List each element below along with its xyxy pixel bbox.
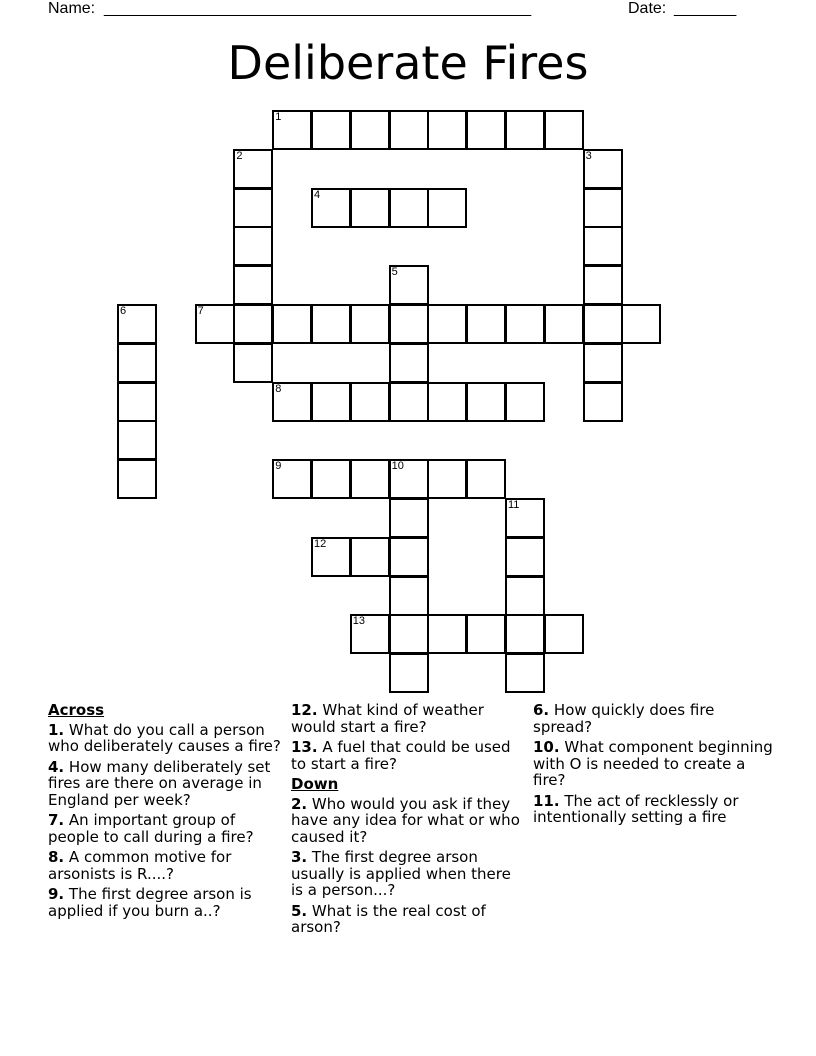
- grid-cell[interactable]: [350, 382, 390, 422]
- grid-cell[interactable]: [311, 110, 351, 150]
- grid-cell[interactable]: [350, 110, 390, 150]
- grid-cell[interactable]: [311, 459, 351, 499]
- grid-cell[interactable]: [427, 614, 467, 654]
- clue-number: 10: [391, 460, 404, 473]
- grid-cell[interactable]: [466, 304, 506, 344]
- grid-cell[interactable]: [505, 537, 545, 577]
- grid-cell[interactable]: [544, 614, 584, 654]
- grid-cell[interactable]: [350, 188, 390, 228]
- grid-cell[interactable]: [466, 382, 506, 422]
- grid-cell[interactable]: [350, 304, 390, 344]
- date-blank[interactable]: _______: [674, 0, 737, 17]
- grid-cell[interactable]: [544, 110, 584, 150]
- grid-cell[interactable]: [233, 149, 273, 189]
- grid-cell[interactable]: [427, 188, 467, 228]
- grid-cell[interactable]: [389, 537, 429, 577]
- clue-across-8: 8. A common motive for arsonists is R....?: [48, 848, 232, 883]
- grid-cell[interactable]: [505, 304, 545, 344]
- grid-cell[interactable]: [583, 226, 623, 266]
- name-label: Name:: [48, 0, 96, 17]
- grid-cell[interactable]: [389, 265, 429, 305]
- clue-number: 7: [197, 305, 204, 317]
- grid-cell[interactable]: [311, 537, 351, 577]
- grid-cell[interactable]: [117, 459, 157, 499]
- clues-column-3: [533, 702, 773, 830]
- grid-cell[interactable]: [427, 459, 467, 499]
- grid-cell[interactable]: [621, 304, 661, 344]
- grid-cell[interactable]: [466, 614, 506, 654]
- grid-cell[interactable]: [311, 382, 351, 422]
- clue-across-1: 1. What do you call a person who deliberately causes a fire?: [48, 720, 281, 755]
- grid-cell[interactable]: [272, 304, 312, 344]
- grid-cell[interactable]: [583, 149, 623, 189]
- clue-number: 12: [314, 537, 327, 550]
- grid-cell[interactable]: [350, 614, 390, 654]
- clue-number: 6: [120, 305, 127, 317]
- grid-cell[interactable]: [233, 265, 273, 305]
- grid-cell[interactable]: [427, 110, 467, 150]
- clue-across-9: 9. The first degree arson is applied if you burn a..?: [48, 885, 252, 920]
- grid-cell[interactable]: [505, 576, 545, 616]
- clue-down-3: 3. The first degree arson usually is applied when there is a person...?: [291, 848, 511, 899]
- grid-cell[interactable]: [195, 304, 235, 344]
- grid-cell[interactable]: [583, 382, 623, 422]
- grid-cell[interactable]: [544, 304, 584, 344]
- clue-number: 1: [275, 111, 282, 123]
- grid-cell[interactable]: [505, 653, 545, 693]
- grid-cell[interactable]: [233, 226, 273, 266]
- grid-cell[interactable]: [311, 304, 351, 344]
- clue-number: 9: [275, 460, 282, 473]
- grid-cell[interactable]: [389, 304, 429, 344]
- clue-down-5: 5. What is the real cost of arson?: [291, 901, 486, 936]
- clue-across-13: 13. A fuel that could be used to start a fire?: [291, 738, 511, 773]
- grid-cell[interactable]: [389, 498, 429, 538]
- clues-column-2: [291, 702, 521, 940]
- name-blank[interactable]: ________________________________________________: [104, 0, 532, 17]
- clue-number: 11: [508, 499, 520, 511]
- clue-across-12: 12. What kind of weather would start a fire?: [291, 701, 484, 736]
- clue-number: 4: [314, 188, 321, 201]
- grid-cell[interactable]: [427, 382, 467, 422]
- grid-cell[interactable]: [389, 382, 429, 422]
- grid-cell[interactable]: [350, 459, 390, 499]
- grid-cell[interactable]: [389, 188, 429, 228]
- clue-down-6: 6. How quickly does fire spread?: [533, 701, 715, 736]
- grid-cell[interactable]: [389, 459, 429, 499]
- grid-cell[interactable]: [505, 614, 545, 654]
- grid-cell[interactable]: [505, 498, 545, 538]
- grid-cell[interactable]: [389, 343, 429, 383]
- grid-cell[interactable]: [583, 188, 623, 228]
- clue-number: 3: [585, 149, 592, 162]
- clue-number: 13: [352, 615, 366, 628]
- grid-cell[interactable]: [233, 188, 273, 228]
- grid-cell[interactable]: [505, 382, 545, 422]
- grid-cell[interactable]: [466, 110, 506, 150]
- grid-cell[interactable]: [389, 576, 429, 616]
- grid-cell[interactable]: [272, 382, 312, 422]
- date-label: Date:: [628, 0, 667, 17]
- grid-cell[interactable]: [427, 304, 467, 344]
- clue-number: 8: [275, 382, 282, 395]
- grid-cell[interactable]: [117, 343, 157, 383]
- clue-down-10: 10. What component beginning with O is needed to create a fire?: [533, 738, 773, 789]
- grid-cell[interactable]: [583, 304, 623, 344]
- grid-cell[interactable]: [117, 304, 157, 344]
- grid-cell[interactable]: [117, 382, 157, 422]
- clue-number: 5: [391, 266, 398, 279]
- across-heading: Across: [48, 701, 105, 719]
- down-heading: Down: [291, 775, 339, 793]
- page-title: Deliberate Fires: [227, 36, 589, 90]
- grid-cell[interactable]: [389, 110, 429, 150]
- grid-cell[interactable]: [311, 188, 351, 228]
- clue-across-4: 4. How many deliberately set fires are there on average in England per week?: [48, 757, 271, 809]
- clues-column-1: [48, 702, 283, 923]
- clue-down-11: 11. The act of recklessly or intentionally setting a fire: [533, 791, 739, 826]
- clue-down-2: 2. Who would you ask if they have any idea for what or who caused it?: [291, 794, 520, 846]
- clue-across-7: 7. An important group of people to call during a fire?: [48, 811, 254, 846]
- grid-cell[interactable]: [583, 265, 623, 305]
- grid-cell[interactable]: [583, 343, 623, 383]
- grid-cell[interactable]: [505, 110, 545, 150]
- grid-cell[interactable]: [389, 653, 429, 693]
- grid-cell[interactable]: [466, 459, 506, 499]
- grid-cell[interactable]: [233, 343, 273, 383]
- grid-cell[interactable]: [117, 420, 157, 460]
- clue-number: 2: [236, 149, 243, 162]
- grid-cell[interactable]: [272, 110, 312, 150]
- grid-cell[interactable]: [272, 459, 312, 499]
- grid-cell[interactable]: [233, 304, 273, 344]
- grid-cell[interactable]: [350, 537, 390, 577]
- grid-cell[interactable]: [389, 614, 429, 654]
